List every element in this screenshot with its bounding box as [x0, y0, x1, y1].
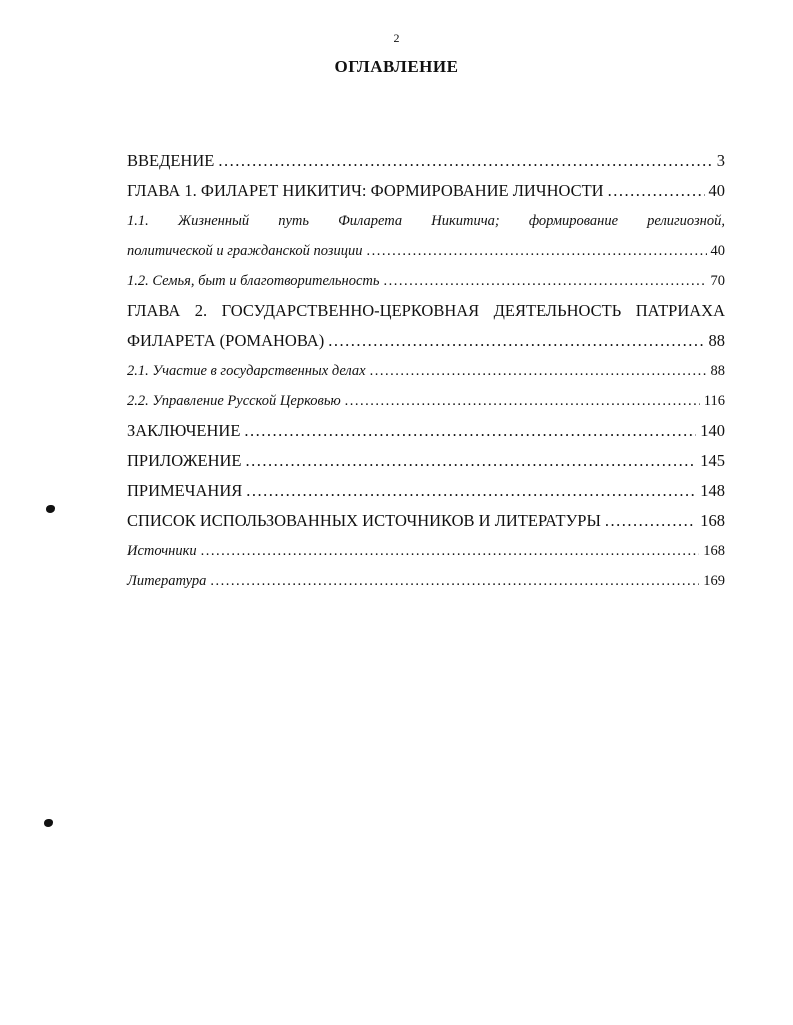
toc-label: СПИСОК ИСПОЛЬЗОВАННЫХ ИСТОЧНИКОВ И ЛИТЕРАТУРЫ	[127, 511, 601, 530]
toc-label: ГЛАВА 1. ФИЛАРЕТ НИКИТИЧ: ФОРМИРОВАНИЕ ЛИЧНОСТИ	[127, 181, 604, 200]
toc-word: формирование	[528, 213, 619, 229]
toc-label: 1.2. Семья, быт и благотворительность	[127, 273, 380, 289]
toc-entry-chapter-2-line-1[interactable]	[127, 296, 725, 326]
toc-word: Филарета	[338, 213, 403, 229]
binder-hole-mark-bottom	[44, 819, 53, 827]
toc-page-number: 88	[708, 331, 725, 350]
toc-word: ПАТРИАХА	[635, 301, 725, 320]
toc-label: политической и гражданской позиции	[127, 243, 363, 259]
toc-leader-dots	[345, 386, 700, 416]
toc-page-number: 140	[700, 421, 725, 440]
toc-label: ПРИЛОЖЕНИЕ	[127, 451, 242, 470]
toc-entry-appendix[interactable]	[127, 446, 725, 476]
toc-label: 2.2. Управление Русской Церковью	[127, 393, 341, 409]
toc-word: религиозной,	[647, 213, 725, 229]
toc-word: путь	[278, 213, 309, 229]
toc-word: 2.	[194, 301, 208, 320]
toc-word: ДЕЯТЕЛЬНОСТЬ	[493, 301, 622, 320]
toc-entry-conclusion[interactable]	[127, 416, 725, 446]
table-of-contents	[127, 146, 725, 596]
toc-entry-sources[interactable]	[127, 536, 725, 566]
toc-leader-dots	[218, 146, 712, 176]
toc-page-number: 168	[700, 511, 725, 530]
toc-page-number: 3	[716, 151, 725, 170]
toc-word: 1.1.	[127, 213, 149, 229]
page-title: ОГЛАВЛЕНИЕ	[334, 57, 459, 76]
toc-page-number: 145	[700, 451, 725, 470]
toc-label: ПРИМЕЧАНИЯ	[127, 481, 243, 500]
toc-leader-dots	[605, 506, 696, 536]
toc-page-number: 168	[703, 543, 725, 559]
toc-entry-literature[interactable]	[127, 566, 725, 596]
toc-leader-dots	[366, 236, 706, 266]
toc-label: ФИЛАРЕТА (РОМАНОВА)	[127, 331, 325, 350]
binder-hole-mark-top	[46, 505, 55, 513]
toc-leader-dots	[608, 176, 705, 206]
toc-word: ГЛАВА	[127, 301, 181, 320]
toc-word: Жизненный	[177, 213, 250, 229]
toc-entry-chapter-1[interactable]	[127, 176, 725, 206]
toc-leader-dots	[210, 566, 699, 596]
toc-leader-dots	[246, 476, 696, 506]
page-number: 2	[393, 31, 400, 45]
toc-page-number: 88	[710, 363, 725, 379]
toc-word: ГОСУДАРСТВЕННО-ЦЕРКОВНАЯ	[221, 301, 480, 320]
toc-leader-dots	[201, 536, 700, 566]
toc-page-number: 169	[703, 573, 725, 589]
toc-entry-notes[interactable]	[127, 476, 725, 506]
toc-leader-dots	[328, 326, 704, 356]
toc-leader-dots	[244, 416, 696, 446]
toc-page-number: 40	[708, 181, 725, 200]
toc-word: Никитича;	[431, 213, 500, 229]
toc-page-number: 70	[710, 273, 725, 289]
toc-label: ВВЕДЕНИЕ	[127, 151, 215, 170]
toc-leader-dots	[383, 266, 706, 296]
toc-entry-sources-list[interactable]	[127, 506, 725, 536]
toc-entry-section-1-2[interactable]	[127, 266, 725, 296]
toc-label: Литература	[127, 573, 207, 589]
toc-entry-chapter-2-line-2[interactable]	[127, 326, 725, 356]
toc-label: 2.1. Участие в государственных делах	[127, 363, 366, 379]
toc-entry-section-2-2[interactable]	[127, 386, 725, 416]
toc-page-number: 116	[703, 393, 725, 409]
toc-label: ЗАКЛЮЧЕНИЕ	[127, 421, 241, 440]
toc-page-number: 40	[710, 243, 725, 259]
toc-label: Источники	[127, 543, 197, 559]
toc-leader-dots	[245, 446, 696, 476]
toc-entry-section-2-1[interactable]	[127, 356, 725, 386]
toc-page-number: 148	[700, 481, 725, 500]
toc-leader-dots	[370, 356, 707, 386]
toc-entry-intro[interactable]	[127, 146, 725, 176]
toc-entry-section-1-1-line-1[interactable]	[127, 206, 725, 236]
toc-entry-section-1-1-line-2[interactable]	[127, 236, 725, 266]
